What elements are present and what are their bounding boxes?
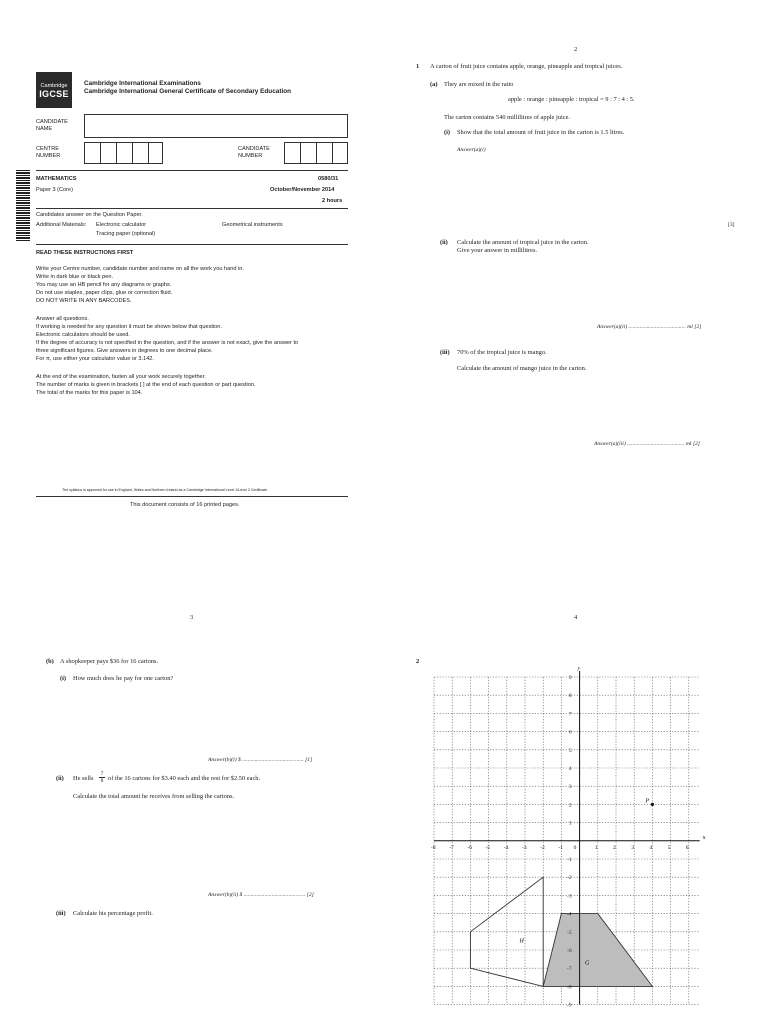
x-tick-label: -6 (467, 844, 472, 851)
answer-label: Answer(a)(i) (457, 147, 486, 153)
subpart-text: Show that the total amount of fruit juice in the carton is 1.5 litres. (457, 129, 625, 136)
x-tick-label: -8 (431, 844, 436, 851)
instruction-line: For π, use either your calculator value or 3.142. (36, 356, 154, 362)
part-label: (a) (430, 81, 438, 88)
instruction-line: If working is needed for any question it must be shown below that question. (36, 324, 222, 330)
session: October/November 2014 (270, 187, 335, 193)
instruction-line: The number of marks is given in brackets [ ] at the end of each question or part question. (36, 382, 256, 388)
subpart-text: He sells (73, 775, 94, 782)
candidate-number-label-1: CANDIDATE (238, 146, 270, 152)
page-number: 3 (190, 614, 194, 621)
part-label: (b) (46, 658, 54, 665)
part-text: A shopkeeper pays $36 for 16 cartons. (60, 658, 159, 665)
subpart-text: Calculate his percentage profit. (73, 910, 153, 917)
answer-line[interactable]: Answer(b)(ii) $ ............................................ [2] (208, 892, 314, 898)
page-4 (384, 512, 768, 1024)
answer-line[interactable]: Answer(a)(ii) ......................................... ml [2] (597, 324, 702, 330)
subpart-text: How much does he pay for one carton? (73, 675, 174, 682)
y-tick-label: 4 (568, 766, 572, 772)
y-tick-label: 1 (568, 820, 572, 827)
x-tick-label: -2 (540, 844, 545, 851)
question-text: A carton of fruit juice contains apple, orange, pineapple and tropical juices. (430, 63, 623, 70)
additional-materials-label: Additional Materials: (36, 222, 87, 228)
candidate-number-label-2: NUMBER (238, 153, 263, 159)
pages-note: This document consists of 16 printed pages. (130, 502, 240, 508)
paper-code: 0580/31 (318, 176, 339, 182)
candidate-number-field[interactable] (284, 142, 348, 164)
x-tick-label: -4 (503, 844, 509, 851)
subpart-label: (i) (444, 129, 451, 136)
org-line-1: Cambridge International Examinations (84, 80, 201, 87)
page-2 (384, 0, 768, 512)
instruction-line: The total of the marks for this paper is 104. (36, 390, 143, 396)
subpart-label: (iii) (440, 349, 450, 356)
y-tick-label: -4 (567, 911, 572, 918)
igcse-logo (36, 72, 72, 108)
logo-big-text: IGCSE (39, 89, 69, 99)
instruction-line: three significant figures. Give answers in degrees to one decimal place. (36, 348, 213, 354)
fraction (99, 771, 105, 784)
subpart-text: Calculate the amount of mango juice in the carton. (457, 365, 587, 372)
page-number: 4 (574, 614, 578, 621)
y-tick-label: 3 (568, 784, 572, 791)
y-tick-label: 8 (568, 693, 572, 700)
question-number: 2 (416, 658, 420, 665)
centre-number-label-2: NUMBER (36, 153, 61, 159)
part-text: They are mixed in the ratio (444, 81, 514, 88)
subpart-text: Give your answer in millilitres. (457, 247, 538, 254)
syllabus-note: The syllabus is approved for use in England, Wales and Northern Ireland as a Cambridge International Level 1/Level 2 Certificate. (62, 488, 269, 492)
duration: 2 hours (322, 198, 343, 204)
point-p-label: P (645, 798, 650, 805)
subpart-label: (ii) (56, 775, 64, 782)
page-3 (0, 512, 384, 1024)
coordinate-grid (424, 667, 744, 1024)
read-instructions-heading: READ THESE INSTRUCTIONS FIRST (36, 250, 134, 256)
y-tick-label: -1 (567, 857, 572, 863)
instruction-line: Write your Centre number, candidate number and name on all the work you hand in. (36, 266, 244, 272)
shape-g-label: G (585, 960, 590, 967)
instruction-line: Answer all questions. (36, 316, 89, 322)
instruction-line: Electronic calculators should be used. (36, 332, 130, 338)
x-tick-label: 1 (594, 844, 598, 851)
subpart-text: Calculate the total amount he receives from selling the cartons. (73, 793, 235, 800)
y-tick-label: -7 (567, 966, 572, 973)
logo-small-text: Cambridge (40, 83, 68, 89)
y-axis-label: y (577, 667, 581, 671)
org-line-2: Cambridge International General Certificate of Secondary Education (84, 88, 292, 95)
x-tick-label: -3 (522, 844, 527, 851)
fraction-numerator: 7 (100, 771, 104, 777)
x-tick-label: -1 (558, 844, 563, 851)
subpart-label: (ii) (440, 239, 448, 246)
x-tick-label: 0 (573, 844, 577, 851)
y-tick-label: -9 (567, 1002, 572, 1009)
instruction-line: Do not use staples, paper clips, glue or correction fluid. (36, 290, 173, 296)
instruction-line: At the end of the examination, fasten all your work securely together. (36, 374, 206, 380)
y-tick-label: 6 (568, 729, 572, 736)
y-tick-label: -8 (567, 984, 572, 991)
x-tick-label: -5 (485, 844, 491, 851)
x-tick-label: 4 (649, 844, 653, 851)
y-tick-label: 5 (568, 747, 572, 754)
centre-number-label-1: CENTRE (36, 146, 59, 152)
y-tick-label: 2 (568, 802, 572, 809)
ratio-text: apple : orange : pineapple : tropical = 9 : 7 : 4 : 5. (508, 96, 635, 103)
question-number: 1 (416, 63, 420, 70)
material-calculator: Electronic calculator (96, 222, 147, 228)
instruction-line: DO NOT WRITE IN ANY BARCODES. (36, 298, 132, 304)
subpart-label: (i) (60, 675, 67, 682)
subject-title: MATHEMATICS (36, 176, 77, 182)
y-tick-label: -5 (567, 929, 572, 936)
carton-text: The carton contains 540 millilitres of apple juice. (444, 114, 570, 121)
y-tick-label: -2 (567, 875, 572, 882)
answer-line[interactable]: Answer(b)(i) $ ............................................ [1] (208, 757, 313, 763)
subpart-text: 70% of the tropical juice is mango. (457, 349, 547, 356)
marks: [3] (728, 222, 735, 228)
candidate-name-label-2: NAME (36, 126, 53, 132)
barcode (16, 170, 30, 242)
instruction-line: You may use an HB pencil for any diagrams or graphs. (36, 282, 172, 288)
subpart-label: (iii) (56, 910, 66, 917)
fraction-denominator: 8 (100, 778, 104, 784)
candidate-name-label-1: CANDIDATE (36, 119, 68, 125)
y-tick-label: -3 (567, 893, 572, 900)
cover-page (0, 0, 384, 512)
subpart-text: of the 16 cartons for $3.40 each and the rest for $2.50 each. (108, 775, 261, 782)
x-tick-label: 2 (613, 844, 616, 851)
answer-on-paper-note: Candidates answer on the Question Paper. (36, 212, 143, 218)
centre-number-field[interactable] (84, 142, 163, 164)
y-tick-label: 7 (568, 711, 572, 718)
instruction-line: Write in dark blue or black pen. (36, 274, 114, 280)
x-tick-label: 6 (685, 844, 689, 851)
point-p-marker (651, 803, 654, 806)
candidate-name-field[interactable] (84, 114, 348, 138)
instruction-line: If the degree of accuracy is not specified in the question, and if the answer is not exact, give the answer to (36, 340, 299, 346)
subpart-text: Calculate the amount of tropical juice in the carton. (457, 239, 589, 246)
answer-line[interactable]: Answer(a)(iii) ......................................... ml [2] (594, 441, 700, 447)
material-geometrical: Geometrical instruments (222, 222, 283, 228)
shape-h-label: H (519, 938, 524, 945)
y-tick-label: 9 (568, 675, 572, 681)
x-tick-label: 5 (667, 844, 671, 851)
material-tracing-paper: Tracing paper (optional) (96, 231, 156, 237)
page-number: 2 (574, 46, 578, 53)
paper-name: Paper 3 (Core) (36, 187, 73, 193)
x-tick-label: 3 (631, 844, 634, 851)
y-tick-label: -6 (567, 948, 572, 954)
x-tick-label: -7 (449, 844, 454, 851)
x-axis-label: x (702, 834, 706, 841)
